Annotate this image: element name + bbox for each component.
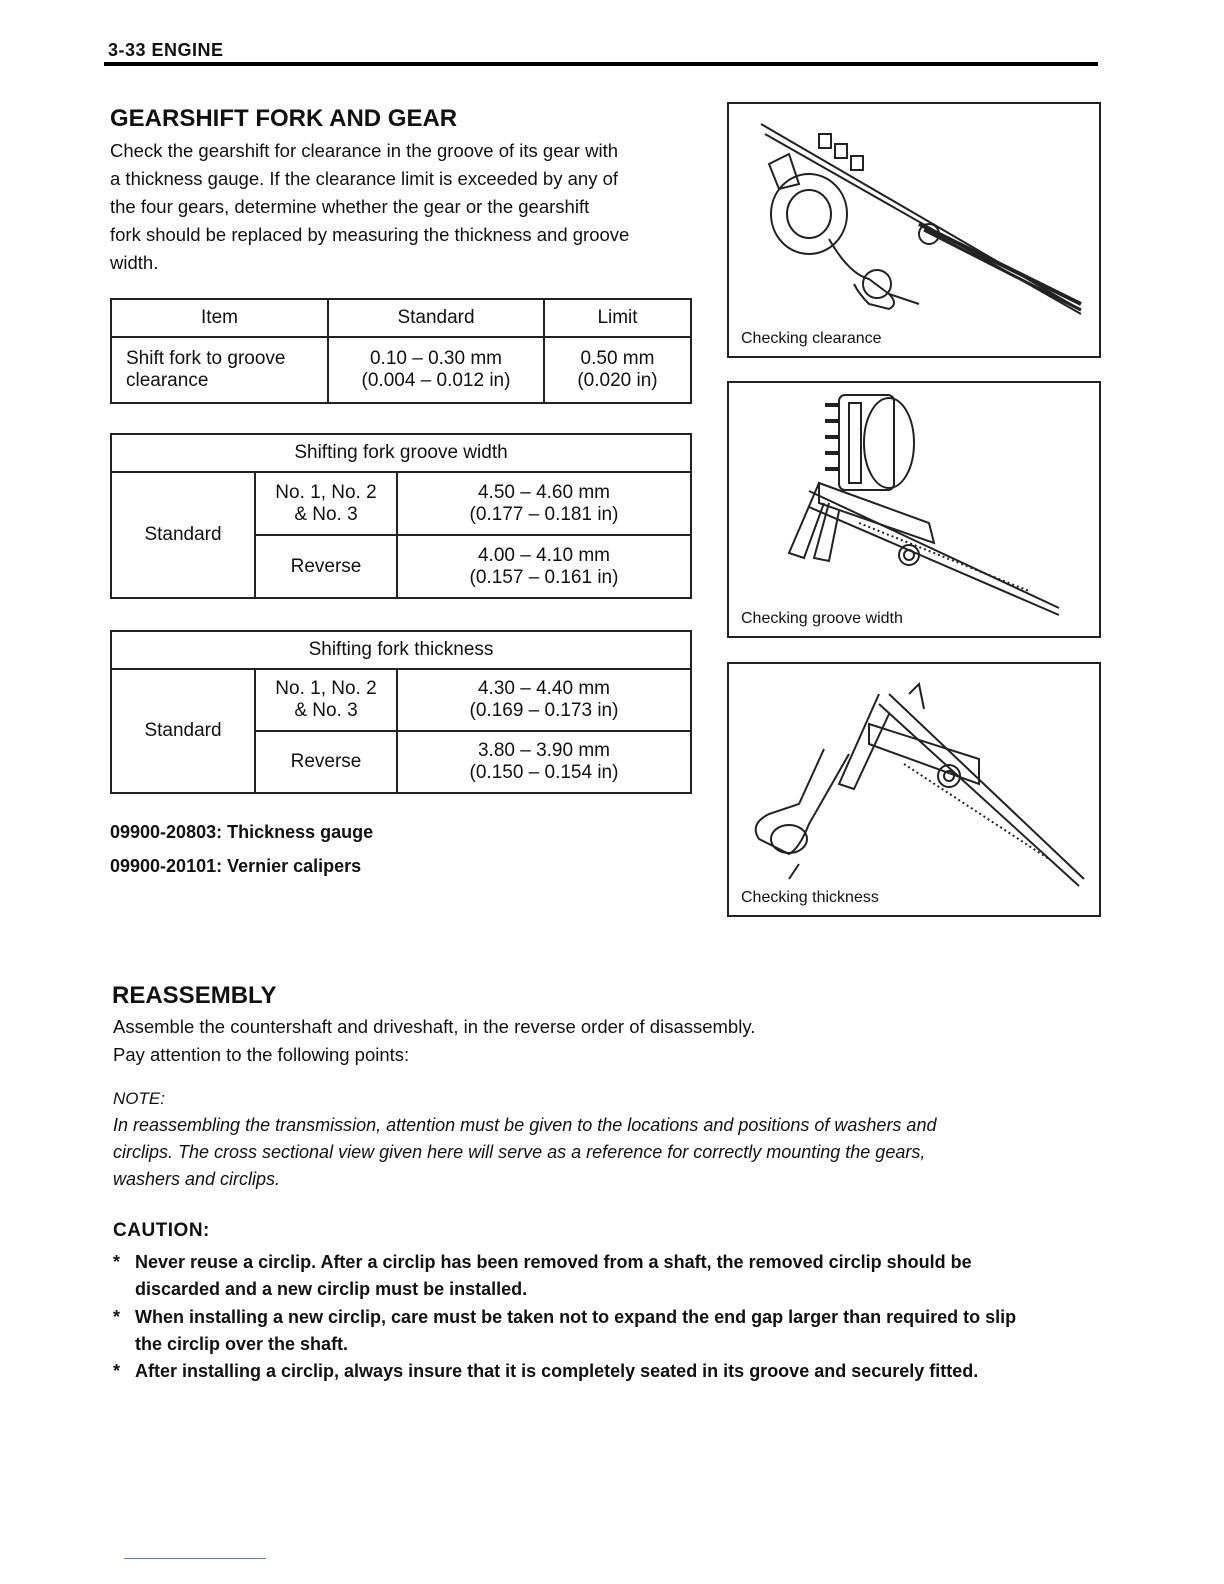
table-cell-value: 4.00 – 4.10 mm (0.157 – 0.161 in) — [397, 535, 691, 598]
bullet-star: * — [113, 1361, 121, 1381]
section-title-reassembly: REASSEMBLY — [112, 982, 277, 1009]
fork-gauge-illustration — [729, 104, 1099, 356]
table-cell-name: No. 1, No. 2 & No. 3 — [255, 669, 397, 731]
footer-line — [124, 1558, 266, 1559]
page-header: 3-33 ENGINE — [108, 40, 224, 60]
figure-caption: Checking thickness — [741, 889, 879, 906]
table-cell-value: 4.30 – 4.40 mm (0.169 – 0.173 in) — [397, 669, 691, 731]
table-cell-name: No. 1, No. 2 & No. 3 — [255, 472, 397, 535]
para-line: width. — [110, 252, 159, 273]
note-label: NOTE: — [113, 1089, 165, 1108]
table-header: Standard — [328, 299, 544, 337]
tool-thickness-gauge: 09900-20803: Thickness gauge — [110, 822, 374, 842]
figure-checking-clearance — [727, 102, 1101, 358]
table-cell-name: Reverse — [255, 731, 397, 793]
para-line: a thickness gauge. If the clearance limit is exceeded by any of — [110, 168, 619, 189]
tool-vernier-calipers: 09900-20101: Vernier calipers — [110, 856, 362, 876]
caution-label: CAUTION: — [113, 1220, 210, 1241]
caution-bullet: * When installing a new circlip, care must be taken not to expand the end gap larger than required to slip the circlip over the shaft. — [113, 1304, 1113, 1360]
figure-caption: Checking groove width — [741, 610, 903, 627]
gearshift-paragraph — [110, 137, 700, 277]
figure-checking-thickness — [727, 662, 1101, 917]
bullet-star: * — [113, 1252, 121, 1272]
caution-bullet: * After installing a circlip, always insure that it is completely seated in its groove and securely fitted. — [113, 1358, 1113, 1386]
table-cell-value: 4.50 – 4.60 mm (0.177 – 0.181 in) — [397, 472, 691, 535]
table-cell-standard: 0.10 – 0.30 mm (0.004 – 0.012 in) — [328, 337, 544, 403]
table-cell-value: 3.80 – 3.90 mm (0.150 – 0.154 in) — [397, 731, 691, 793]
para-line: Check the gearshift for clearance in the groove of its gear with — [110, 140, 618, 161]
table-header: Limit — [544, 299, 691, 337]
figure-caption: Checking clearance — [741, 330, 882, 347]
section-title-gearshift: GEARSHIFT FORK AND GEAR — [110, 105, 458, 132]
table-cell-name: Reverse — [255, 535, 397, 598]
caution-bullet: * Never reuse a circlip. After a circlip has been removed from a shaft, the removed circlip should be discarded and a new circlip must be installed. — [113, 1249, 1113, 1305]
figure-checking-groove-width — [727, 381, 1101, 638]
thickness-table — [110, 630, 692, 794]
groove-width-table — [110, 433, 692, 599]
note-line: washers and circlips. — [113, 1169, 281, 1189]
table-cell-label: Standard — [111, 472, 255, 598]
note-line: In reassembling the transmission, attention must be given to the locations and positions of washers and — [113, 1115, 937, 1135]
table-cell-label: Standard — [111, 669, 255, 793]
note-line: circlips. The cross sectional view given here will serve as a reference for correctly mounting the gears, — [113, 1142, 926, 1162]
bullet-star: * — [113, 1307, 121, 1327]
clearance-table — [110, 298, 692, 404]
table-cell-limit: 0.50 mm (0.020 in) — [544, 337, 691, 403]
table-title: Shifting fork groove width — [111, 434, 691, 472]
table-cell-item: Shift fork to groove clearance — [111, 337, 328, 403]
gear-caliper-illustration — [729, 383, 1099, 636]
table-header: Item — [111, 299, 328, 337]
para-line: fork should be replaced by measuring the thickness and groove — [110, 224, 630, 245]
table-title: Shifting fork thickness — [111, 631, 691, 669]
para-line: Pay attention to the following points: — [113, 1044, 410, 1065]
header-rule — [104, 62, 1098, 66]
para-line: the four gears, determine whether the gear or the gearshift — [110, 196, 590, 217]
reassembly-paragraph — [113, 1013, 1103, 1069]
fork-caliper-illustration — [729, 664, 1099, 915]
note-text — [113, 1112, 1108, 1193]
para-line: Assemble the countershaft and driveshaft, in the reverse order of disassembly. — [113, 1016, 756, 1037]
